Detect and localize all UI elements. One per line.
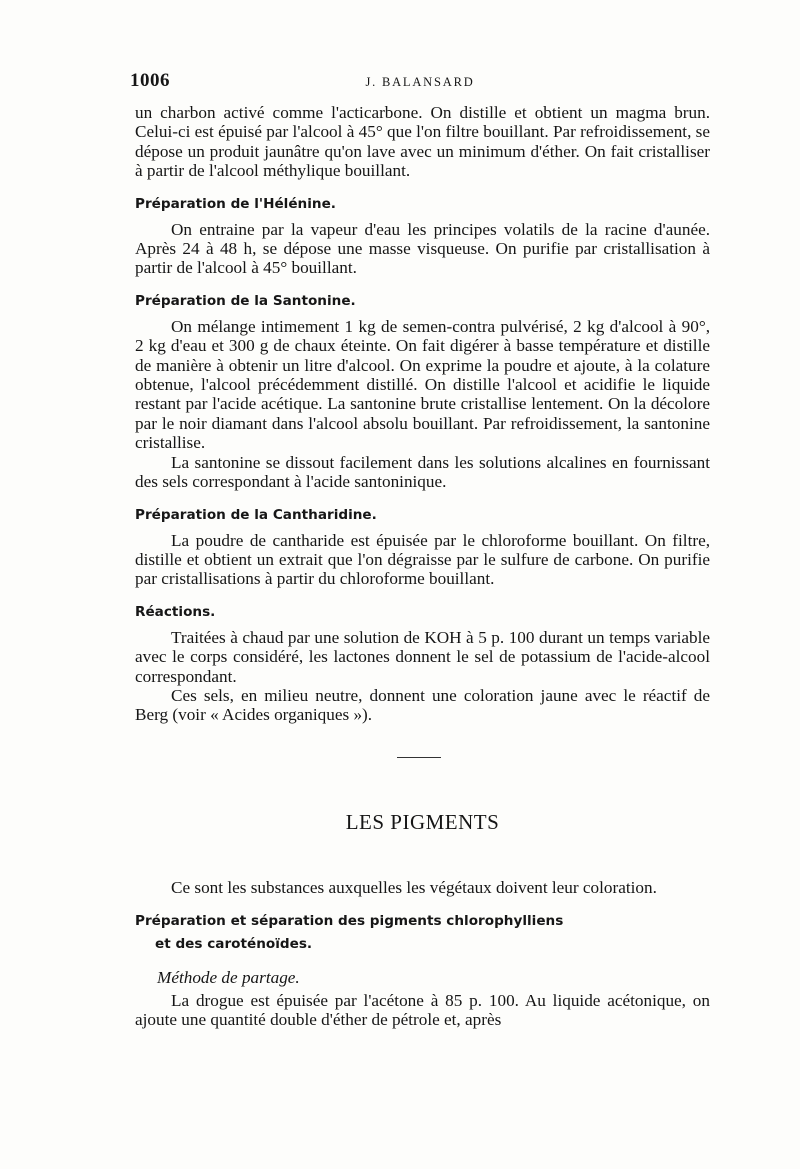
chapter-title: LES PIGMENTS — [345, 809, 500, 834]
page-number: 1006 — [130, 70, 170, 91]
paragraph-cantharidine: La poudre de cantharide est épuisée par le chloroforme bouillant. On filtre, distille et obtient un extrait que l'on dégraisse par le sulfure de carbone. On purifie par cristallisations à partir du chloroforme bouillant. — [135, 530, 710, 589]
section-divider — [397, 757, 441, 758]
paragraph-santonine-1: On mélange intimement 1 kg de semen-contra pulvérisé, 2 kg d'alcool à 90°, 2 kg d'eau et 300 g de chaux éteinte. On fait digérer à basse température et distille de manière à obtenir un litre d'alcool. On exprime la poudre et ajoute, à la colature obtenue, l'alcool précédemment distillé. On distille l'alcool et acidifie le liquide restant par l'acide acétique. La santonine brute cristallise lentement. On la décolore par le noir diamant dans l'alcool absolu bouillant. Par refroidissement, la santonine cristallise. — [135, 316, 710, 453]
section-divider-block — [135, 725, 710, 765]
paragraph-helenine: On entraine par la vapeur d'eau les principes volatils de la racine d'aunée. Après 24 à 48 h, se dépose une masse visqueuse. On purifie par cristallisation à partir de l'alcool à 45° bouillant. — [135, 219, 710, 278]
page-header — [130, 70, 710, 94]
section-heading-helenine: Préparation de l'Hélénine. — [135, 195, 336, 212]
subsection-heading-line2: et des caroténoïdes. — [155, 935, 313, 952]
section-heading-cantharidine: Préparation de la Cantharidine. — [135, 506, 377, 523]
page-content — [135, 103, 710, 1030]
paragraph-reactions-1: Traitées à chaud par une solution de KOH à 5 p. 100 durant un temps variable avec le corps considéré, les lactones donnent le sel de potassium de l'acide-alcool correspondant. — [135, 627, 710, 686]
section-heading-santonine: Préparation de la Santonine. — [135, 292, 356, 309]
subsection-heading-line1: Préparation et séparation des pigments chlorophylliens — [135, 912, 564, 929]
method-heading: Méthode de partage. — [157, 967, 300, 987]
running-head: J. BALANSARD — [365, 75, 475, 89]
paragraph-santonine-2: La santonine se dissout facilement dans les solutions alcalines en fournissant des sels correspondant à l'acide santoninique. — [135, 452, 710, 492]
paragraph-reactions-2: Ces sels, en milieu neutre, donnent une coloration jaune avec le réactif de Berg (voir « Acides organiques »). — [135, 685, 710, 725]
section-heading-reactions: Réactions. — [135, 603, 216, 620]
chapter-intro: Ce sont les substances auxquelles les végétaux doivent leur coloration. — [171, 878, 657, 898]
intro-paragraph: un charbon activé comme l'acticarbone. On distille et obtient un magma brun. Celui-ci est épuisé par l'alcool à 45° que l'on filtre bouillant. Par refroidissement, se dépose un produit jaunâtre qu'on lave avec un minimum d'éther. On fait cristalliser à partir de l'alcool méthylique bouillant. — [135, 103, 710, 181]
method-paragraph: La drogue est épuisée par l'acétone à 85 p. 100. Au liquide acétonique, on ajoute une quantité double d'éther de pétrole et, après — [135, 990, 710, 1030]
